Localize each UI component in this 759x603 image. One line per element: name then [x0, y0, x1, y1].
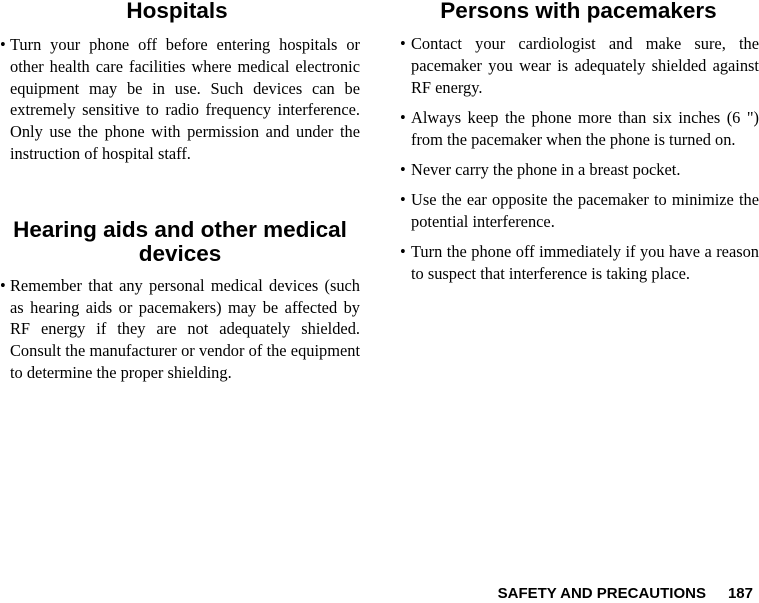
pacemakers-list [398, 33, 759, 285]
list-item [398, 33, 759, 98]
right-column [398, 0, 759, 293]
hospitals-list [0, 34, 360, 165]
list-item [398, 159, 759, 181]
pacemaker-item-text: Turn the phone off immediately if you have a reason to suspect that interference is taking place. [411, 242, 759, 284]
hearing-aids-heading: Hearing aids and other medical devices [13, 216, 347, 266]
list-item [0, 275, 360, 384]
bullet-icon: • [400, 159, 406, 179]
pacemaker-item-text: Always keep the phone more than six inches (6 ") from the pacemaker when the phone is turned on. [411, 107, 759, 149]
hospitals-heading: Hospitals [126, 0, 228, 23]
bullet-icon: • [400, 34, 406, 53]
list-item [398, 189, 759, 233]
list-item [398, 107, 759, 151]
bullet-icon: • [400, 242, 406, 262]
pacemaker-item-text: Use the ear opposite the pacemaker to minimize the potential interference. [411, 190, 759, 232]
list-item [0, 34, 360, 165]
footer-section-title: SAFETY AND PRECAUTIONS [497, 585, 706, 602]
hearing-aids-list [0, 275, 360, 384]
list-item [398, 241, 759, 285]
pacemakers-heading: Persons with pacemakers [440, 0, 717, 23]
bullet-icon: • [400, 190, 406, 210]
bullet-icon: • [0, 275, 6, 295]
page-footer [498, 585, 753, 603]
hearing-item-text: Remember that any personal medical devices (such as hearing aids or pacemakers) may be affected by RF energy if they are not adequately shielded. Consult the manufacturer or vendor of the equipment to determine the proper shielding. [10, 275, 360, 382]
hospitals-item-text: Turn your phone off before entering hospitals or other health care facilities where medical electronic equipment may be in use. Such devices can be extremely sensitive to radio frequency interference. Only use the phone with permission and under the instruction of hospital staff. [10, 35, 360, 163]
bullet-icon: • [400, 107, 406, 127]
page-number: 187 [727, 585, 753, 602]
bullet-icon: • [0, 35, 6, 54]
pacemaker-item-text: Never carry the phone in a breast pocket. [411, 159, 681, 179]
pacemaker-item-text: Contact your cardiologist and make sure, the pacemaker you wear is adequately shielded against RF energy. [411, 34, 759, 97]
left-column [0, 0, 360, 384]
